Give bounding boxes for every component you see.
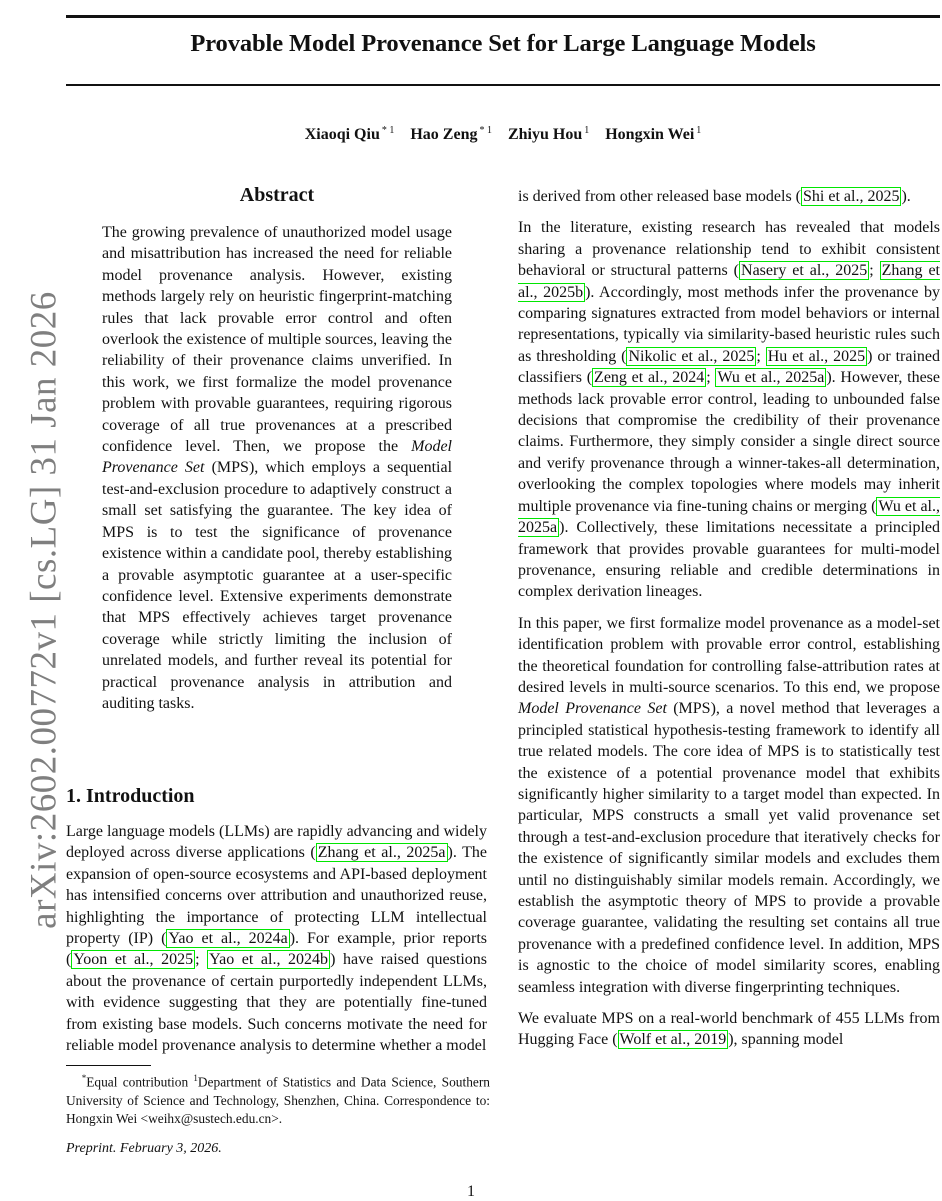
abstract-body: The growing prevalence of unauthorized model usage and misattribution has increased the need for reliable model provenance analysis. However, existing methods largely rely on heuristic fingerprint-matching rules that lack provable error control and often overlook the existence of multiple sources, leaving the reliability of their provenance claims unverified. In this work, we first formalize the model provenance problem with provable guarantees, requiring rigorous coverage of all true provenances at a prescribed confidence level. Then, we propose the Model Provenance Set (MPS), which employs a sequential test-and-exclusion procedure to adaptively construct a small set satisfying the guarantee. The key idea of MPS is to test the significance of provenance existence within a candidate pool, thereby establishing a provable asymptotic guarantee at a user-specific confidence level. Extensive experiments demonstrate that MPS effectively achieves target provenance coverage while strictly limiting the inclusion of unrelated models, and further reveal its potential for practical provenance analysis in attribution and auditing tasks. (102, 224, 453, 712)
title-bottom-rule (66, 84, 940, 86)
intro-paragraph-3: In this paper, we first formalize model provenance as a model-set identification problem with provable error control, establishing the theoretical foundation for controlling false-attribution rates at desired levels in multi-source scenarios. To this end, we propose Model Provenance Set (MPS), a novel method that leverages a principled statistical hypothesis-testing framework to identify all true related models. The core idea of MPS is to statistically test the existence of a potential provenance model that exhibits significantly higher similarity to a target model than expected. In particular, MPS constructs a small yet valid provenance set through a test-and-exclusion procedure that iteratively checks for the existence of significantly similar models and excludes them until no distinguishably similar models remain. Accordingly, we establish the asymptotic theory of MPS to provide a provable coverage guarantee, validating the resulting set contains all true provenance with a predefined confidence level. In addition, MPS is agnostic to the choice of model similarity scores, enabling seamless integration with diverse fingerprinting techniques. (518, 614, 940, 996)
citation-link[interactable]: Wu et al., 2025a (717, 369, 825, 387)
citation-link[interactable]: Shi et al., 2025 (803, 188, 900, 205)
citation-link[interactable]: Hu et al., 2025 (767, 347, 866, 365)
citation-link[interactable]: Wu et al., 2025a (518, 497, 940, 537)
right-column (518, 186, 940, 1061)
intro-paragraph-2: In the literature, existing research has revealed that models sharing a provenance relationship tend to exhibit consistent behavioral or structural patterns ( Nasery et al., 2025 ; Zhang et al., 2025b ). Accordingly, most methods infer the provenance by comparing signatures extracted from model behaviors or internal representations, typically via similarity-based heuristic rules such as thresholding ( Nikolic et al., 2025 ; Hu et al., 2025 ) or trained classifiers ( Zeng et al., 2024 ; Wu et al., 2025a ). However, these methods lack provable error control, leading to unbounded false decisions that compromise the credibility of their provenance claims. Furthermore, they simply consider a single direct source and verify provenance through a winner-takes-all determination, overlooking the complex topologies where models may inherit multiple provenance via fine-tuning chains or merging ( Wu et al., 2025a ). Collectively, these limitations necessitate a principled framework that provides provable guarantees for multi-model provenance, ensuring reliable and credible determinations in complex derivation lineages. (518, 219, 941, 601)
section-heading-introduction: 1. Introduction (66, 785, 195, 807)
title-top-rule (66, 15, 940, 18)
arxiv-identifier: arXiv:2602.00772v1 [cs.LG] 31 Jan 2026 (23, 291, 65, 929)
paper-title: Provable Model Provenance Set for Large Language Models (190, 30, 816, 57)
intro-paragraph-4: We evaluate MPS on a real-world benchmark of 455 LLMs from Hugging Face ( Wolf et al., 2019 ), spanning model (518, 1010, 940, 1049)
preprint-date: Preprint. February 3, 2026. (66, 1141, 222, 1156)
method-name: Model Provenance Set (102, 438, 452, 477)
citation-link[interactable]: Wolf et al., 2019 (619, 1031, 727, 1049)
citation-link[interactable]: Zhang et al., 2025a (317, 844, 446, 862)
citation-link[interactable]: Zeng et al., 2024 (594, 369, 705, 387)
citation-link[interactable]: Zhang et al., 2025b (518, 262, 941, 301)
intro-paragraph-1: Large language models (LLMs) are rapidly advancing and widely deployed across diverse applications ( Zhang et al., 2025a ). The expansion of open-source ecosystems and API-based deployment has intensified concerns over attribution and unauthorized reuse, highlighting the importance of protecting LLM intellectual property (IP) ( Yao et al., 2024a ). For example, prior reports ( Yoon et al., 2025 ; Yao et al., 2024b ) have raised questions about the provenance of certain purportedly independent LLMs, with evidence suggesting that they are potentially fine-tuned from existing base models. Such concerns motivate the need for reliable model provenance analysis to determine whether a model (66, 823, 488, 1055)
author-wei: Hongxin Wei $^1$ (605, 125, 702, 144)
citation-link[interactable]: Nikolic et al., 2025 (628, 347, 755, 365)
author-qiu: Xiaoqi Qiu $^{* 1}$ (304, 125, 395, 144)
citation-link[interactable]: Nasery et al., 2025 (741, 262, 868, 280)
footnote-rule (66, 1065, 151, 1066)
author-hou: Zhiyu Hou $^1$ (507, 125, 590, 144)
method-name: Model Provenance Set (518, 700, 667, 718)
footnote: *Equal contribution $^1$Department of Statistics and Data Science, Southern University of Science and Technology, Shenzhen, China. Correspondence to: Hongxin Wei <weihx@sustech.edu.cn>. (66, 1073, 490, 1127)
page-number: 1 (467, 1183, 475, 1200)
author-list (66, 125, 940, 144)
intro-paragraph-1-continued: is derived from other released base models ( Shi et al., 2025 ). (518, 188, 911, 205)
citation-link[interactable]: Yoon et al., 2025 (73, 951, 194, 969)
citation-link[interactable]: Yao et al., 2024a (168, 930, 288, 948)
abstract-heading: Abstract (239, 184, 315, 206)
author-zeng: Hao Zeng $^{* 1}$ (410, 125, 492, 144)
citation-link[interactable]: Yao et al., 2024b (209, 951, 329, 969)
